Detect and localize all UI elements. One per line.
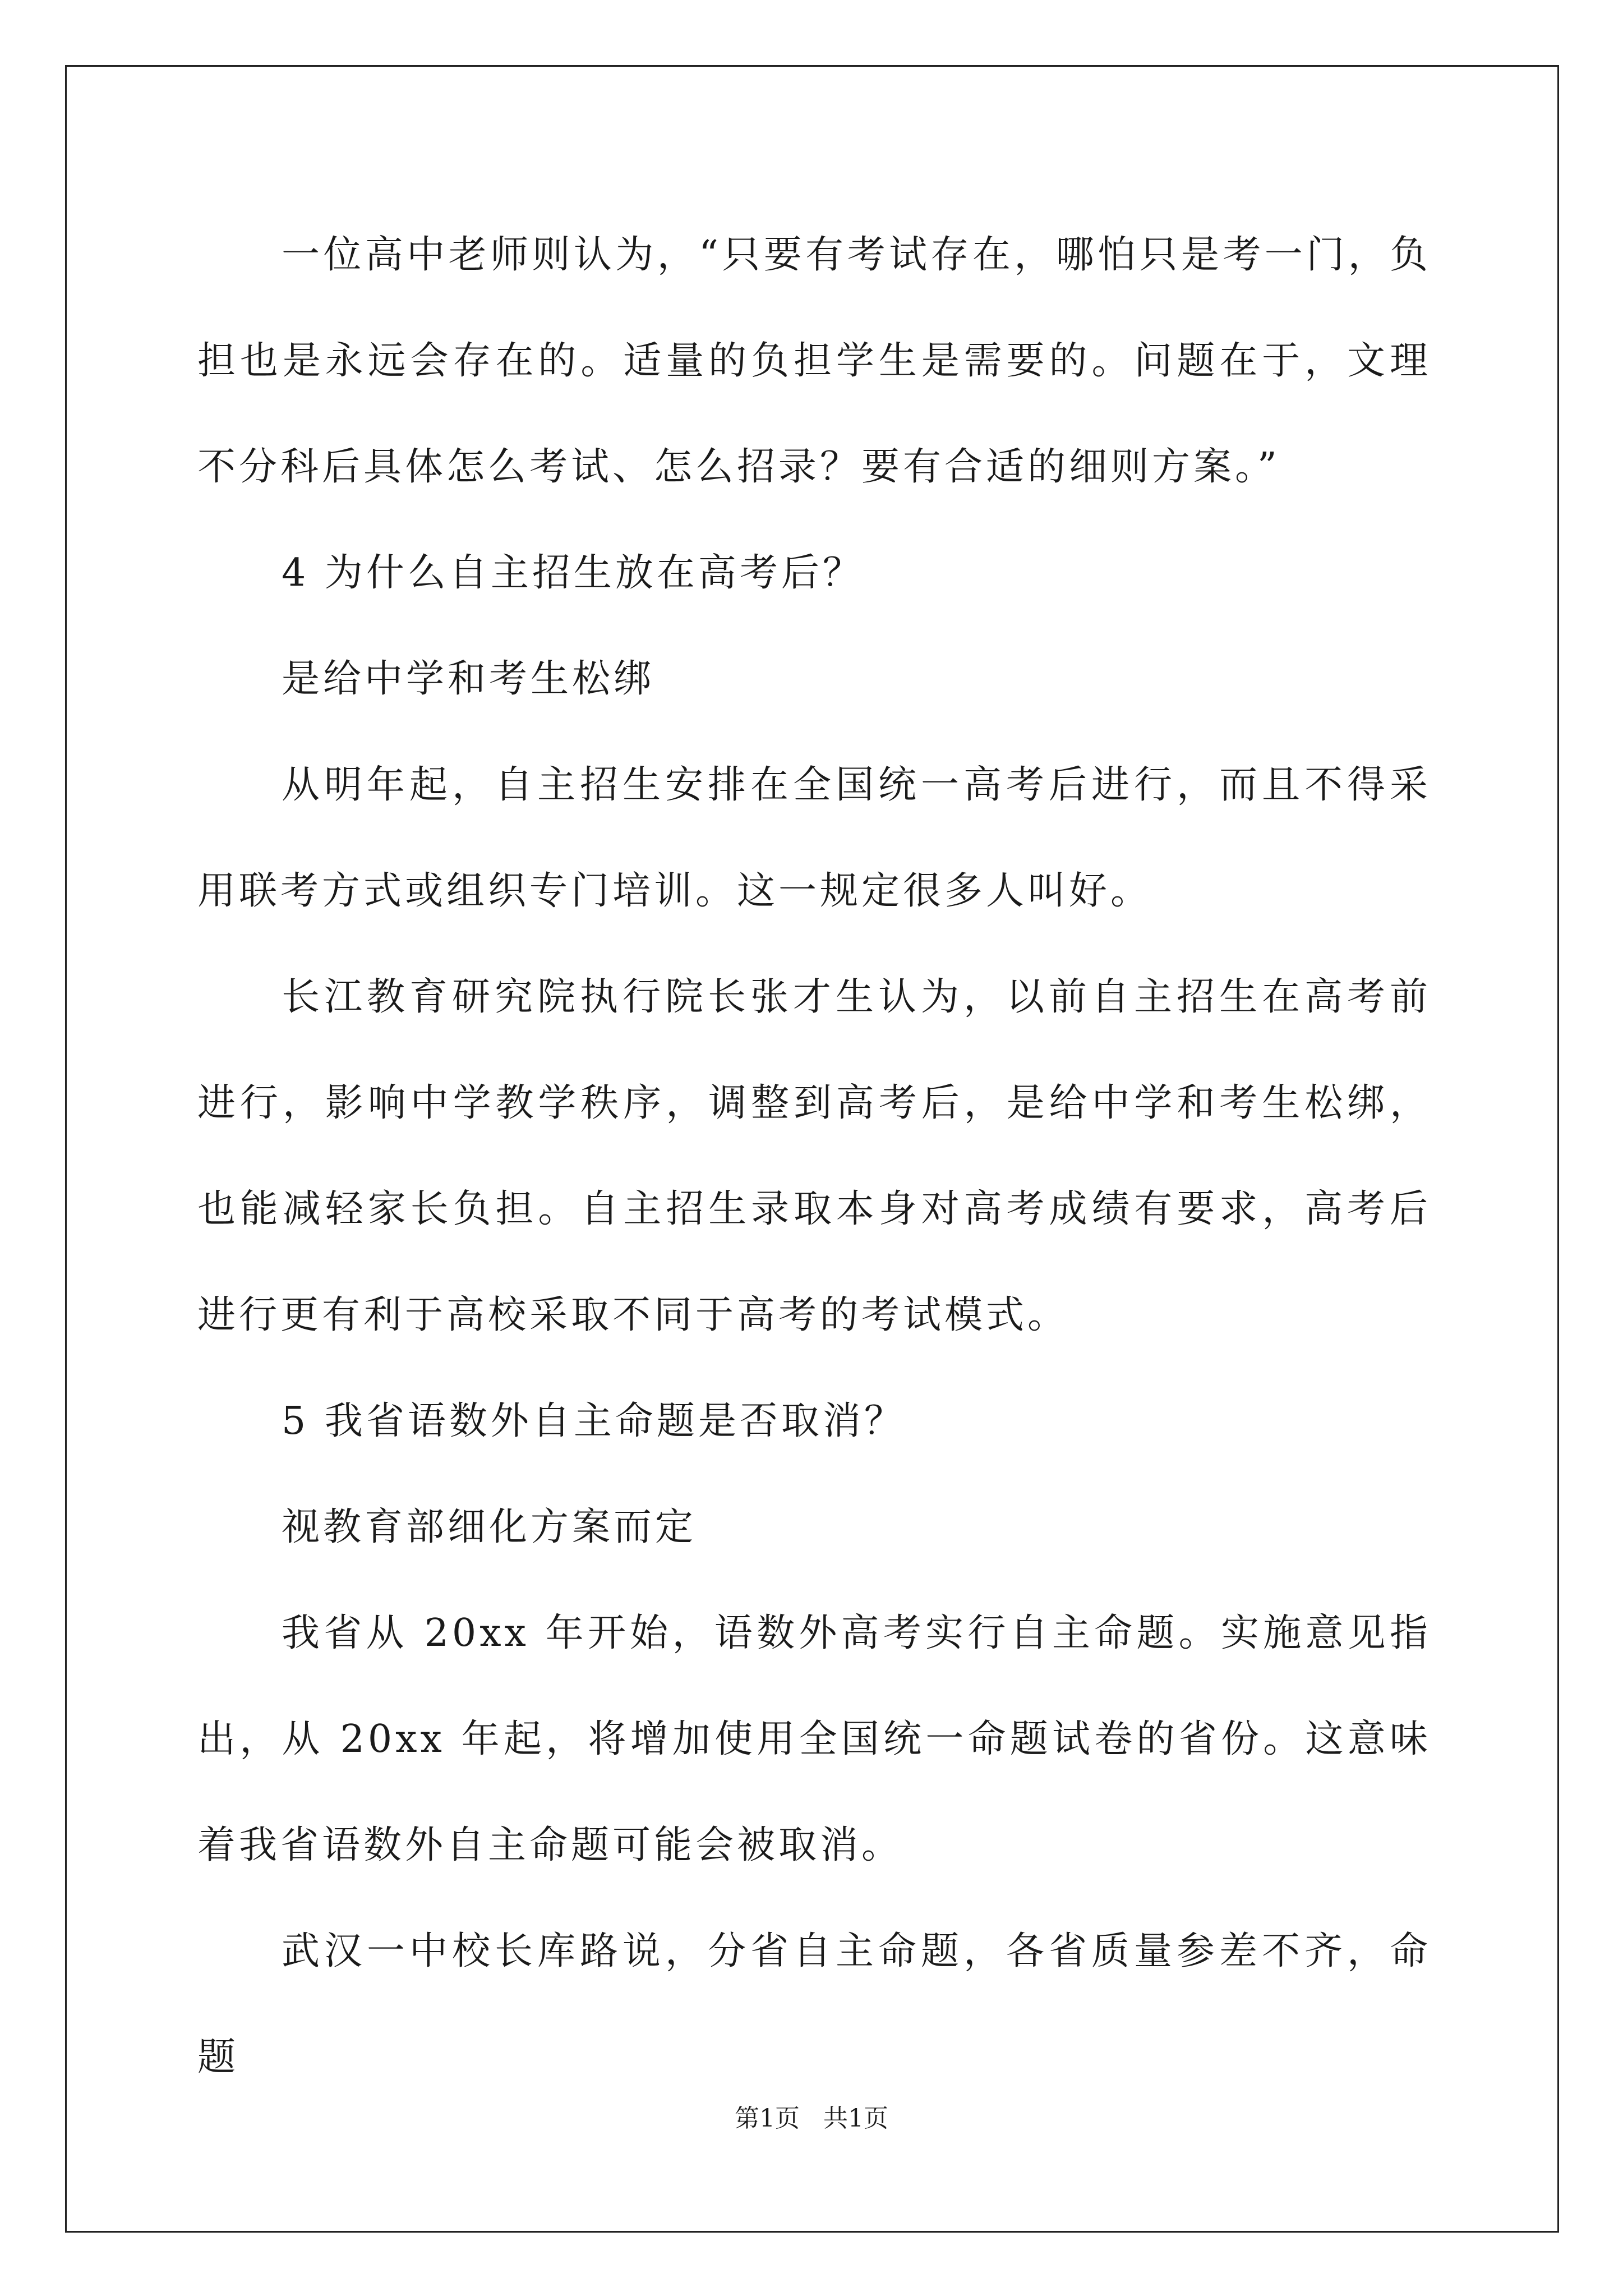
page-total: 共1页 — [823, 2104, 888, 2133]
document-body — [197, 202, 1431, 2110]
section-subheading-5: 视教育部细化方案而定 — [282, 1505, 697, 1549]
page-number: 第1页 — [735, 2104, 800, 2133]
section-heading-5: 5 我省语数外自主命题是否取消？ — [282, 1399, 906, 1443]
section-heading-4: 4 为什么自主招生放在高考后？ — [282, 551, 864, 595]
page-footer — [0, 2098, 1623, 2134]
paragraph-changjiang: 长江教育研究院执行院长张才生认为，以前自主招生在高考前进行，影响中学教学秩序，调整到高考后，是给中学和考生松绑，也能减轻家长负担。自主招生录取本身对高考成绩有要求，高考后进行更有利于高校采取不同于高考的考试模式。 — [197, 975, 1431, 1337]
paragraph-next-year: 从明年起，自主招生安排在全国统一高考后进行，而且不得采用联考方式或组织专门培训。这一规定很多人叫好。 — [197, 763, 1431, 913]
paragraph-teacher-quote: 一位高中老师则认为，“只要有考试存在，哪怕只是考一门，负担也是永远会存在的。适量的负担学生是需要的。问题在于，文理不分科后具体怎么考试、怎么招录？要有合适的细则方案。” — [197, 233, 1431, 489]
paragraph-province: 我省从 20xx 年开始，语数外高考实行自主命题。实施意见指出，从 20xx 年起，将增加使用全国统一命题试卷的省份。这意味着我省语数外自主命题可能会被取消。 — [197, 1611, 1431, 1867]
paragraph-wuhan: 武汉一中校长库路说，分省自主命题，各省质量参差不齐，命题 — [197, 1929, 1431, 2079]
section-subheading-4: 是给中学和考生松绑 — [282, 657, 656, 701]
